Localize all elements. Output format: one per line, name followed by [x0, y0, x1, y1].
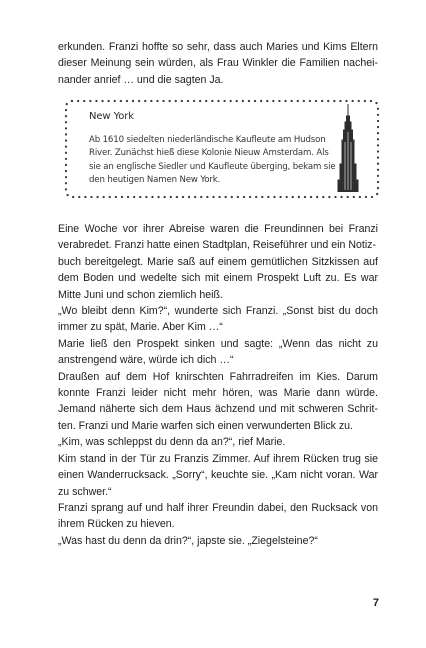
info-box-line: River. Zunächst hieß diese Kolonie Nieuw Amsterdam. Als	[89, 148, 329, 159]
text-line: Eine Woche vor ihrer Abreise waren die Freundinnen bei Franzi	[58, 223, 378, 235]
info-box-new-york	[61, 96, 383, 202]
text-line: konnte Franzi leider nicht mehr hören, was Marie dann würde.	[58, 387, 378, 400]
text-line: immer zu spät, Marie. Aber Kim …“	[58, 321, 223, 334]
text-line: „Was hast du denn da drin?“, japste sie. „Ziegelsteine?“	[58, 534, 318, 547]
text-line: zu schwer.“	[58, 485, 112, 498]
info-box-line: den heutigen Namen New York.	[89, 175, 221, 186]
top-paragraph	[58, 39, 378, 88]
main-text	[58, 221, 378, 549]
text-line: buch bereitgelegt. Marie saß auf einem gemütlichen Sitzkissen auf	[58, 255, 378, 268]
text-line: Franzi sprang auf und half ihrer Freundin dabei, den Rucksack von	[58, 501, 378, 514]
text-line: verabredet. Franzi hatte einen Stadtplan, Reiseführer und ein Notiz-	[58, 239, 376, 252]
empire-state-building-icon	[335, 104, 361, 192]
text-line: dem Boden und wedelte sich mit einem Prospekt Luft zu. Es war	[58, 272, 378, 285]
text-line: einen Wanderrucksack. „Sorry“, keuchte sie. „Kam nicht voran. War	[58, 469, 378, 482]
text-line: anstrengend wäre, würde ich dich …“	[58, 354, 234, 367]
text-line: ihrem Rücken zu hieven.	[58, 518, 175, 531]
text-line: „Kim, was schleppst du denn da an?“, rief Marie.	[58, 436, 286, 449]
info-box-line: Ab 1610 siedelten niederländische Kaufleute am Hudson	[89, 135, 326, 145]
info-box-body	[89, 134, 336, 188]
text-line: Mitte Juni und schon ziemlich heiß.	[58, 288, 223, 301]
text-line: dieser Meinung sein würden, als Frau Winkler die Familien nachei-	[58, 57, 378, 70]
text-line: Marie ließ den Prospekt sinken und sagte: „Wenn das nicht zu	[58, 337, 378, 350]
text-line: erkunden. Franzi hoffte so sehr, dass auch Maries und Kims Eltern	[58, 41, 378, 53]
text-line: „Wo bleibt denn Kim?“, wunderte sich Franzi. „Sonst bist du doch	[58, 305, 378, 318]
page-number: 7	[372, 597, 379, 609]
text-line: Jemand näherte sich dem Haus ächzend und mit schweren Schrit-	[58, 403, 378, 416]
text-line: Kim stand in der Tür zu Franzis Zimmer. Auf ihrem Rücken trug sie	[58, 452, 378, 465]
text-line: Draußen auf dem Hof knirschten Fahrradreifen im Kies. Darum	[58, 370, 378, 383]
info-box-line: sie an englische Siedler und Kaufleute überging, bekam sie	[89, 161, 336, 172]
text-line: nander anrief … und die sagten Ja.	[58, 73, 224, 86]
info-box-title: New York	[89, 111, 134, 122]
text-line: ten. Franzi und Marie warfen sich einen verwunderten Blick zu.	[58, 419, 354, 432]
